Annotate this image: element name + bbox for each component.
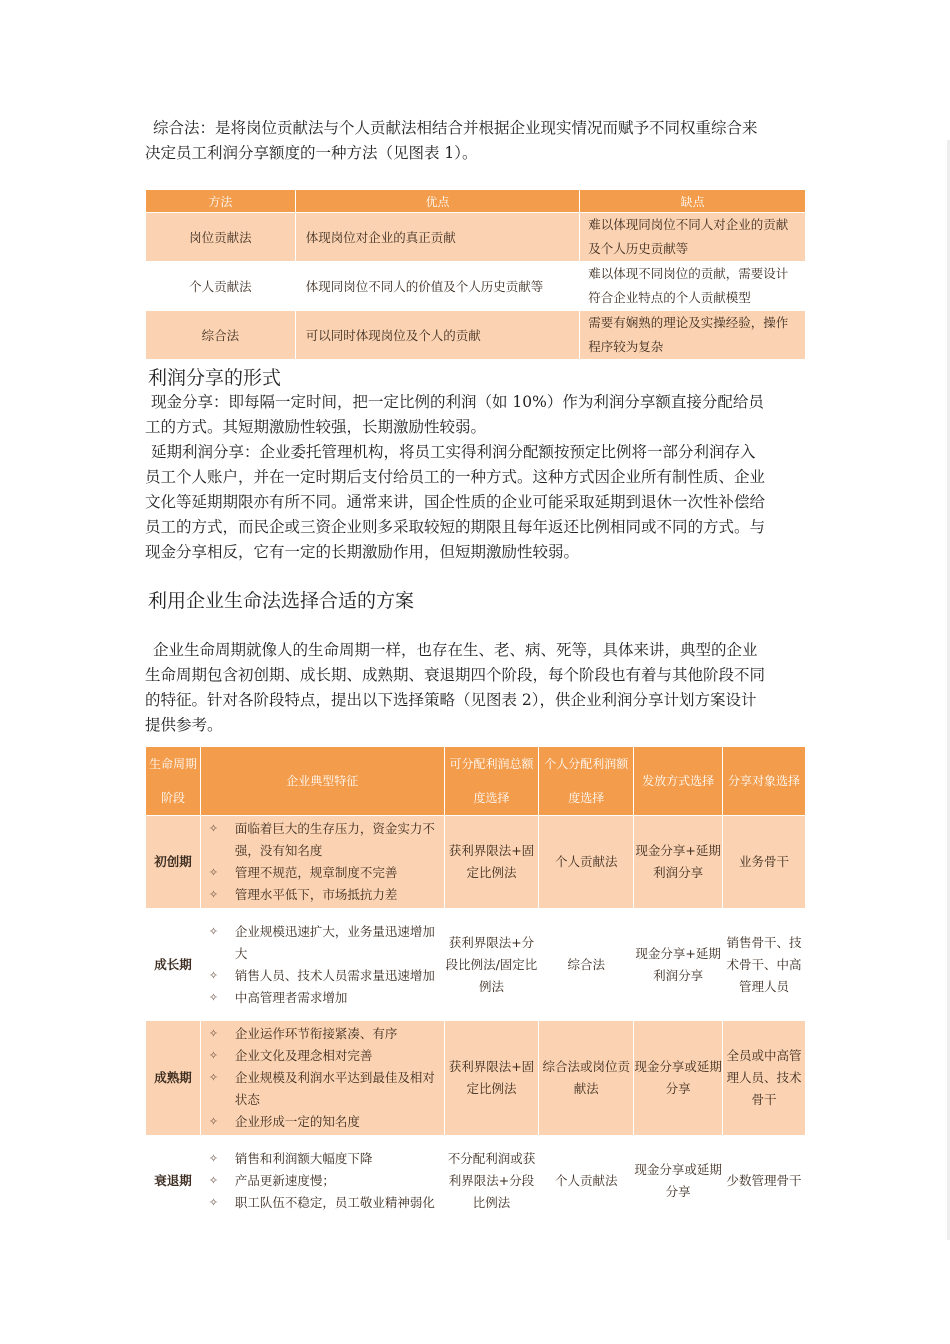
feature-item: ✧ 中高管理者需求增加 bbox=[207, 987, 438, 1009]
header-personal-amount: 个人分配利润额度选择 bbox=[539, 747, 634, 816]
header-total-amount: 可分配利润总额度选择 bbox=[444, 747, 539, 816]
feature-item: ✧ 企业运作环节衔接紧凑、有序 bbox=[207, 1023, 438, 1045]
personal-amount-cell: 个人贡献法 bbox=[539, 1136, 634, 1226]
header-pros: 优点 bbox=[295, 190, 580, 213]
table-row bbox=[146, 1021, 806, 1136]
features-cell bbox=[200, 816, 444, 909]
share-target-cell: 少数管理骨干 bbox=[723, 1136, 806, 1226]
table-row bbox=[146, 1136, 806, 1226]
payout-method-cell: 现金分享+延期利润分享 bbox=[634, 909, 723, 1021]
cons-cell: 需要有娴熟的理论及实操经验，操作程序较为复杂 bbox=[580, 311, 806, 360]
payout-method-cell: 现金分享+延期利润分享 bbox=[634, 816, 723, 909]
total-amount-cell: 获利界限法+固定比例法 bbox=[444, 1021, 539, 1136]
feature-item: ✧ 管理水平低下，市场抵抗力差 bbox=[207, 884, 438, 906]
feature-item: ✧ 销售和利润额大幅度下降 bbox=[207, 1148, 438, 1170]
table-row bbox=[146, 311, 806, 360]
header-stage: 生命周期阶段 bbox=[146, 747, 201, 816]
payout-method-cell: 现金分享或延期分享 bbox=[634, 1021, 723, 1136]
header-payout-method: 发放方式选择 bbox=[634, 747, 723, 816]
intro-paragraph bbox=[145, 116, 810, 166]
feature-item: ✧ 企业规模迅速扩大，业务量迅速增加大 bbox=[207, 921, 438, 965]
table-row bbox=[146, 213, 806, 262]
method-cell: 个人贡献法 bbox=[146, 262, 296, 311]
feature-item: ✧ 管理不规范，规章制度不完善 bbox=[207, 862, 438, 884]
method-cell: 综合法 bbox=[146, 311, 296, 360]
table-row bbox=[146, 262, 806, 311]
feature-item: ✧ 面临着巨大的生存压力，资金实力不强，没有知名度 bbox=[207, 818, 438, 862]
table-header-row bbox=[146, 190, 806, 213]
stage-cell: 衰退期 bbox=[146, 1136, 201, 1226]
pros-cell: 体现同岗位不同人的价值及个人历史贡献等 bbox=[295, 262, 580, 311]
pros-cell: 可以同时体现岗位及个人的贡献 bbox=[295, 311, 580, 360]
text-line: 文化等延期期限亦有所不同。通常来讲，国企性质的企业可能采取延期到退休一次性补偿给 bbox=[145, 493, 766, 511]
feature-item: ✧ 企业形成一定的知名度 bbox=[207, 1111, 438, 1133]
total-amount-cell: 不分配利润或获利界限法+分段比例法 bbox=[444, 1136, 539, 1226]
stage-cell: 成熟期 bbox=[146, 1021, 201, 1136]
header-share-target: 分享对象选择 bbox=[723, 747, 806, 816]
table-row bbox=[146, 909, 806, 1021]
personal-amount-cell: 综合法或岗位贡献法 bbox=[539, 1021, 634, 1136]
cons-cell: 难以体现同岗位不同人对企业的贡献及个人历史贡献等 bbox=[580, 213, 806, 262]
table-header-row bbox=[146, 747, 806, 816]
features-cell bbox=[200, 1136, 444, 1226]
lifecycle-paragraph bbox=[145, 638, 810, 738]
text-line: 员工个人账户，并在一定时期后支付给员工的一种方式。这种方式因企业所有制性质、企业 bbox=[145, 468, 766, 486]
text-line: 企业生命周期就像人的生命周期一样，也存在生、老、病、死等，具体来讲，典型的企业 bbox=[153, 641, 758, 659]
table-row bbox=[146, 816, 806, 909]
header-cons: 缺点 bbox=[580, 190, 806, 213]
section-title-lifecycle: 利用企业生命法选择合适的方案 bbox=[148, 590, 415, 612]
text-line: 现金分享：即每隔一定时间，把一定比例的利润（如 10%）作为利润分享额直接分配给员 bbox=[151, 393, 764, 411]
features-cell bbox=[200, 909, 444, 1021]
method-cell: 岗位贡献法 bbox=[146, 213, 296, 262]
feature-item: ✧ 企业规模及利润水平达到最佳及相对状态 bbox=[207, 1067, 438, 1111]
stage-cell: 初创期 bbox=[146, 816, 201, 909]
personal-amount-cell: 个人贡献法 bbox=[539, 816, 634, 909]
cash-sharing-paragraph bbox=[145, 390, 810, 440]
feature-item: ✧ 职工队伍不稳定，员工敬业精神弱化 bbox=[207, 1192, 438, 1214]
personal-amount-cell: 综合法 bbox=[539, 909, 634, 1021]
text-line: 提供参考。 bbox=[145, 716, 223, 734]
text-line: 现金分享相反，它有一定的长期激励作用，但短期激励性较弱。 bbox=[145, 543, 580, 561]
section-title-profit-forms: 利润分享的形式 bbox=[148, 367, 282, 389]
text-line: 延期利润分享：企业委托管理机构，将员工实得利润分配额按预定比例将一部分利润存入 bbox=[151, 443, 756, 461]
text-line: 生命周期包含初创期、成长期、成熟期、衰退期四个阶段，每个阶段也有着与其他阶段不同 bbox=[145, 666, 766, 684]
total-amount-cell: 获利界限法+固定比例法 bbox=[444, 816, 539, 909]
intro-line-1: 综合法：是将岗位贡献法与个人贡献法相结合并根据企业现实情况而赋予不同权重综合来 bbox=[153, 119, 758, 137]
header-features: 企业典型特征 bbox=[200, 747, 444, 816]
deferred-sharing-paragraph bbox=[145, 440, 810, 565]
features-cell bbox=[200, 1021, 444, 1136]
share-target-cell: 全员或中高管理人员、技术骨干 bbox=[723, 1021, 806, 1136]
text-line: 的特征。针对各阶段特点，提出以下选择策略（见图表 2），供企业利润分享计划方案设计 bbox=[145, 691, 757, 709]
header-method: 方法 bbox=[146, 190, 296, 213]
pros-cell: 体现岗位对企业的真正贡献 bbox=[295, 213, 580, 262]
feature-item: ✧ 销售人员、技术人员需求量迅速增加 bbox=[207, 965, 438, 987]
feature-item: ✧ 企业文化及理念相对完善 bbox=[207, 1045, 438, 1067]
total-amount-cell: 获利界限法+分段比例法/固定比例法 bbox=[444, 909, 539, 1021]
lifecycle-strategy-table bbox=[145, 746, 806, 1226]
payout-method-cell: 现金分享或延期分享 bbox=[634, 1136, 723, 1226]
intro-line-2: 决定员工利润分享额度的一种方法（见图表 1）。 bbox=[145, 144, 478, 162]
text-line: 工的方式。其短期激励性较强，长期激励性较弱。 bbox=[145, 418, 487, 436]
feature-item: ✧ 产品更新速度慢； bbox=[207, 1170, 438, 1192]
method-comparison-table bbox=[145, 189, 806, 360]
stage-cell: 成长期 bbox=[146, 909, 201, 1021]
text-line: 员工的方式，而民企或三资企业则多采取较短的期限且每年返还比例相同或不同的方式。与 bbox=[145, 518, 766, 536]
cons-cell: 难以体现不同岗位的贡献，需要设计符合企业特点的个人贡献模型 bbox=[580, 262, 806, 311]
share-target-cell: 销售骨干、技术骨干、中高管理人员 bbox=[723, 909, 806, 1021]
share-target-cell: 业务骨干 bbox=[723, 816, 806, 909]
